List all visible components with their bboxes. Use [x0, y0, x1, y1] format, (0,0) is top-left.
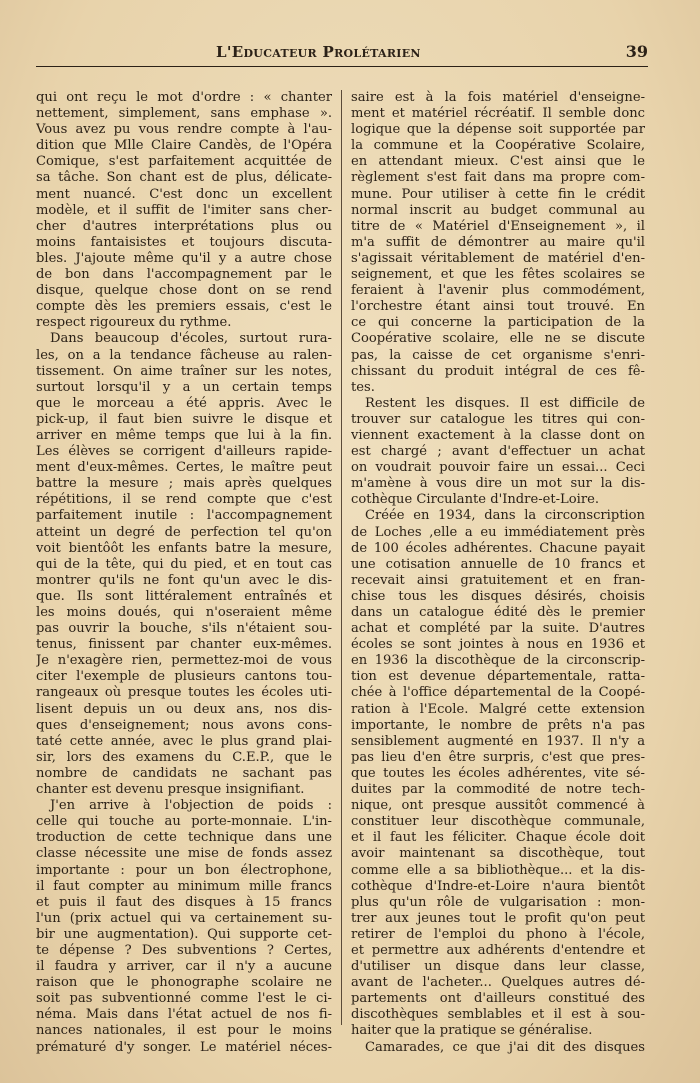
text-line: surtout lorsqu'il y a un certain temps [36, 379, 332, 395]
text-line: troduction de cette technique dans une [36, 830, 332, 846]
text-line: disque, quelque chose dont on se rend [36, 283, 332, 299]
text-line: que. Ils sont littéralement entraînés et [36, 588, 332, 604]
text-line: chée à l'office départemental de la Coopé- [351, 685, 645, 701]
text-line: en attendant mieux. C'est ainsi que le [351, 154, 645, 170]
text-line: et puis il faut des disques à 15 francs [36, 894, 332, 910]
text-line: saire est à la fois matériel d'enseigne- [351, 90, 645, 105]
text-line: partements ont d'ailleurs constitué des [351, 991, 645, 1007]
text-line: il faudra y arriver, car il n'y a aucune [36, 959, 332, 975]
running-header [36, 40, 648, 67]
text-line: cothèque Circulante d'Indre-et-Loire. [351, 492, 599, 508]
text-line: pas, la caisse de cet organisme s'enri- [351, 347, 645, 363]
text-line: qui de la tête, qui du pied, et en tout cas [36, 556, 332, 572]
text-line: viennent exactement à la classe dont on [351, 427, 645, 443]
text-line: montrer qu'ils ne font qu'un avec le dis- [36, 572, 332, 588]
text-line: lisent depuis un ou deux ans, nos dis- [36, 701, 332, 717]
text-line: discothèques semblables et il est à sou- [351, 1007, 645, 1023]
text-line: Créée en 1934, dans la circonscription [365, 508, 645, 524]
text-line: répétitions, il se rend compte que c'est [36, 492, 332, 508]
text-line: que le morceau a été appris. Avec le [36, 395, 332, 411]
page-number: 39 [625, 42, 648, 61]
right-text-column [351, 90, 645, 1056]
text-line: Dans beaucoup d'écoles, surtout rura- [50, 331, 332, 347]
text-line: et il faut les féliciter. Chaque école doit [351, 830, 645, 846]
text-line: sir, lors des examens du C.E.P., que le [36, 749, 332, 765]
text-line: Coopérative scolaire, elle ne se discute [351, 331, 645, 347]
text-line: bir une augmentation). Qui supporte cet- [36, 926, 332, 942]
running-title: L'Educateur Prolétarien [216, 43, 421, 61]
text-line: Vous avez pu vous rendre compte à l'au- [36, 122, 332, 138]
text-line: s'agissait véritablement de matériel d'en- [351, 250, 645, 266]
text-line: bles. J'ajoute même qu'il y a autre chose [36, 250, 332, 266]
text-line: d'utiliser un disque dans leur classe, [351, 959, 645, 975]
text-line: dition que Mlle Claire Candès, de l'Opéra [36, 138, 332, 154]
text-line: m'amène à vous dire un mot sur la dis- [351, 476, 645, 492]
column-divider [341, 90, 342, 1025]
text-line: raison que le phonographe scolaire ne [36, 975, 332, 991]
text-line: règlement s'est fait dans ma propre com- [351, 170, 645, 186]
text-line: nombre de candidats ne sachant pas [36, 765, 332, 781]
text-line: moins fantaisistes et toujours discuta- [36, 234, 332, 250]
text-line: haiter que la pratique se généralise. [351, 1023, 593, 1039]
text-line: parfaitement inutile : l'accompagnement [36, 508, 332, 524]
text-line: logique que la dépense soit supportée par [351, 122, 645, 138]
text-line: respect rigoureux du rythme. [36, 315, 232, 331]
text-line: chissant du produit intégral de ces fê- [351, 363, 645, 379]
text-line: voit bientôôt les enfants batre la mesure, [36, 540, 332, 556]
text-line: arriver en même temps que lui à la fin. [36, 427, 332, 443]
text-line: ment d'eux-mêmes. Certes, le maître peut [36, 460, 332, 476]
text-line: sensiblement augmenté en 1937. Il n'y a [351, 733, 645, 749]
text-line: tion est devenue départementale, ratta- [351, 669, 645, 685]
text-line: retirer de l'emploi du phono à l'école, [351, 926, 645, 942]
text-line: rangeaux où presque toutes les écoles uti- [36, 685, 332, 701]
text-line: Camarades, ce que j'ai dit des disques [365, 1039, 645, 1055]
text-line: une cotisation annuelle de 10 francs et [351, 556, 645, 572]
text-line: seignement, et que les fêtes scolaires se [351, 267, 645, 283]
text-line: on voudrait pouvoir faire un essai... Ceci [351, 460, 645, 476]
text-line: l'orchestre étant ainsi tout trouvé. En [351, 299, 645, 315]
text-line: m'a suffit de démontrer au maire qu'il [351, 234, 645, 250]
text-line: les moins doués, qui n'oseraient même [36, 605, 332, 620]
text-line: constituer leur discothèque communale, [351, 814, 645, 830]
text-line: nances nationales, il est pour le moins [36, 1023, 332, 1039]
text-line: recevait ainsi gratuitement et en fran- [351, 572, 645, 588]
text-line: de 100 écoles adhérentes. Chacune payait [351, 540, 645, 556]
text-line: avant de l'acheter... Quelques autres dé- [351, 975, 645, 991]
text-line: en 1936 la discothèque de la circonscrip- [351, 653, 645, 669]
text-line: nettement, simplement, sans emphase ». [36, 106, 332, 122]
text-line: cher d'autres interprétations plus ou [36, 218, 332, 234]
text-line: citer l'exemple de plusieurs cantons tou- [36, 669, 332, 685]
text-line: tes. [351, 379, 375, 395]
text-line: plus qu'un rôle de vulgarisation : mon- [351, 894, 645, 910]
text-line: nique, ont presque aussitôt commencé à [351, 798, 645, 814]
text-line: pas ouvrir la bouche, s'ils n'étaient sou- [36, 621, 332, 637]
text-line: les, on a la tendance fâcheuse au ralen- [36, 347, 332, 363]
left-text-column [36, 90, 332, 1056]
text-line: feraient à l'avenir plus commodément, [351, 283, 645, 299]
text-line: tenus, finissent par chanter eux-mêmes. [36, 637, 332, 653]
text-line: ce qui concerne la participation de la [351, 315, 645, 331]
text-line: de Loches ,elle a eu immédiatement près [351, 524, 645, 540]
text-line: ques d'enseignement; nous avons cons- [36, 717, 332, 733]
text-line: battre la mesure ; mais après quelques [36, 476, 332, 492]
text-line: prématuré d'y songer. Le matériel néces- [36, 1039, 332, 1055]
text-line: la commune et la Coopérative Scolaire, [351, 138, 645, 154]
text-line: néma. Mais dans l'état actuel de nos fi- [36, 1007, 332, 1023]
text-line: tissement. On aime traîner sur les notes, [36, 363, 332, 379]
text-line: Comique, s'est parfaitement acquittée de [36, 154, 332, 170]
text-line: celle qui touche au porte-monnaie. L'in- [36, 814, 332, 830]
text-line: importante : pour un bon électrophone, [36, 862, 332, 878]
text-line: atteint un degré de perfection tel qu'on [36, 524, 332, 540]
text-line: l'un (prix actuel qui va certainement su- [36, 910, 332, 926]
text-line: qui ont reçu le mot d'ordre : « chanter [36, 90, 332, 105]
text-line: classe nécessite une mise de fonds assez [36, 846, 332, 862]
text-line: comme elle a sa bibliothèque... et la dis- [351, 862, 645, 878]
text-line: Je n'exagère rien, permettez-moi de vous [36, 653, 332, 669]
text-line: et permettre aux adhérents d'entendre et [351, 942, 645, 958]
text-line: mune. Pour utiliser à cette fin le crédit [351, 186, 645, 202]
text-line: avoir maintenant sa discothèque, tout [351, 846, 645, 862]
text-line: J'en arrive à l'objection de poids : [50, 798, 332, 814]
text-line: est chargé ; avant d'effectuer un achat [351, 444, 645, 460]
text-line: Les élèves se corrigent d'ailleurs rapide- [36, 444, 332, 460]
text-line: trouver sur catalogue les titres qui con- [351, 411, 645, 427]
text-line: ration à l'Ecole. Malgré cette extension [351, 701, 645, 717]
text-line: achat et complété par la suite. D'autres [351, 621, 645, 637]
text-line: cothèque d'Indre-et-Loire n'aura bientôt [351, 878, 645, 894]
text-line: titre de « Matériel d'Enseignement », il [351, 218, 645, 234]
text-line: Restent les disques. Il est difficile de [365, 395, 645, 411]
text-line: compte dès les premiers essais, c'est le [36, 299, 332, 315]
text-line: ment et matériel récréatif. Il semble donc [351, 106, 645, 122]
text-line: taté cette année, avec le plus grand plai- [36, 733, 332, 749]
text-line: écoles se sont jointes à nous en 1936 et [351, 637, 645, 653]
text-line: soit pas subventionné comme l'est le ci- [36, 991, 332, 1007]
text-line: sa tâche. Son chant est de plus, délicate- [36, 170, 332, 186]
text-line: trer aux jeunes tout le profit qu'on peut [351, 910, 645, 926]
text-line: chanter est devenu presque insignifiant. [36, 782, 305, 798]
text-line: que toutes les écoles adhérentes, vite sé- [351, 765, 645, 781]
text-line: te dépense ? Des subventions ? Certes, [36, 942, 332, 958]
text-line: importante, le nombre de prêts n'a pas [351, 717, 645, 733]
text-line: pick-up, il faut bien suivre le disque et [36, 411, 332, 427]
text-line: duites par la commodité de notre tech- [351, 782, 645, 798]
text-line: il faut compter au minimum mille francs [36, 878, 332, 894]
text-line: ment nuancé. C'est donc un excellent [36, 186, 332, 202]
text-line: pas lieu d'en être surpris, c'est que pres- [351, 749, 645, 765]
text-line: modèle, et il suffit de l'imiter sans cher- [36, 202, 332, 218]
text-line: chise tous les disques désirés, choisis [351, 588, 645, 604]
text-line: dans un catalogue édité dès le premier [351, 605, 645, 620]
text-line: de bon dans l'accompagnement par le [36, 267, 332, 283]
text-line: normal inscrit au budget communal au [351, 202, 645, 218]
